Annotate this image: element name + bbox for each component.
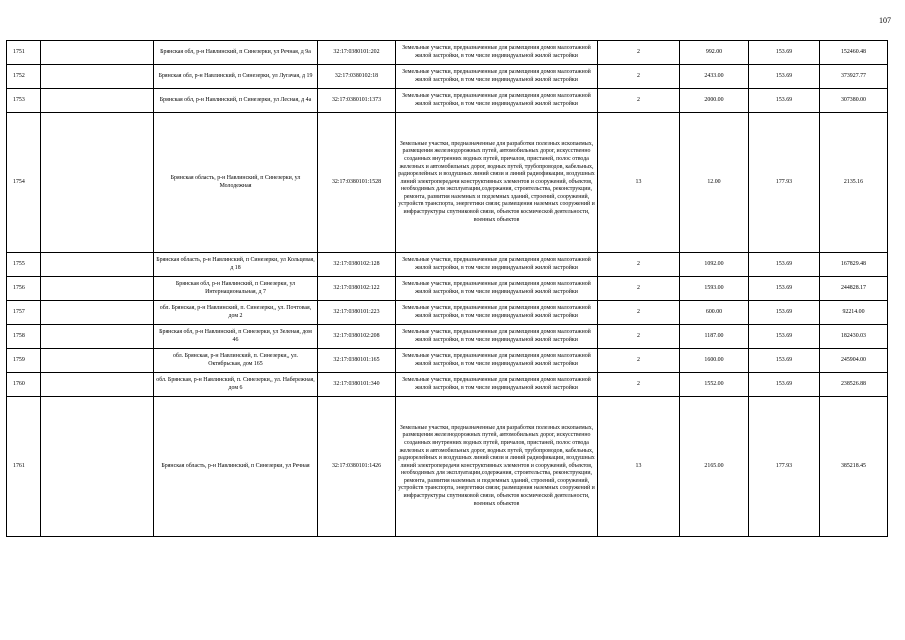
cadastral-number-cell: 32:17:0380102:208 [318,325,396,349]
empty-cell [41,65,154,89]
address-cell: Брянская обл, р-н Навлинский, п Синезерки, ул Лесная, д 4а [154,89,318,113]
land-use-cell: Земельные участки, предназначенные для разработки полезных ископаемых, размещения железнодорожных путей, автомобильных дорог, искусственно созданных внутренних водных путей, причалов, пристаней, полос отвода железных и автомобильных дорог, водных путей, трубопроводов, кабельных, радиорелейных и воздушных линий связи и линий радиофикации, воздушных линий электропередачи конструктивных элементов и сооружений, объектов, необходимых для эксплуатации,содержания, строительства, реконструкции, ремонта, развития наземных и подземных зданий, строений, сооружений, устройств транспорта, энергетики связи; размещения наземных сооружений и инфраструктуры спутниковой связи, объектов космической деятельности, военных объектов [396,397,598,537]
address-cell: обл. Брянская, р-н Навлинский, п. Синезерки,, ул. Октябрьская, дом 165 [154,349,318,373]
empty-cell [41,373,154,397]
area-cell: 600.00 [680,301,749,325]
table-body [7,41,888,537]
land-use-cell: Земельные участки, предназначенные для размещения домов малоэтажной жилой застройки, в том числе индивидуальной жилой застройки [396,41,598,65]
cadastral-value-cell: 385218.45 [820,397,888,537]
use-group-cell: 2 [598,349,680,373]
empty-cell [41,301,154,325]
unit-value-cell: 153.69 [749,253,820,277]
unit-value-cell: 153.69 [749,65,820,89]
address-cell: Брянская обл, р-н Навлинский, п Синезерки, ул Зеленая, дом 46 [154,325,318,349]
empty-cell [41,41,154,65]
unit-value-cell: 153.69 [749,89,820,113]
empty-cell [41,89,154,113]
unit-value-cell: 177.93 [749,397,820,537]
land-use-cell: Земельные участки, предназначенные для размещения домов малоэтажной жилой застройки, в том числе индивидуальной жилой застройки [396,301,598,325]
use-group-cell: 2 [598,253,680,277]
cadastral-value-cell: 2135.16 [820,113,888,253]
row-number: 1755 [7,253,41,277]
row-number: 1752 [7,65,41,89]
address-cell: обл. Брянская, р-н Навлинский, п. Синезерки,, ул. Набережная, дом 6 [154,373,318,397]
address-cell: Брянская область, р-н Навлинский, п Синезерки, ул Кольцевая, д 18 [154,253,318,277]
table-row [7,325,888,349]
cadastral-number-cell: 32:17:0380101:1373 [318,89,396,113]
cadastral-value-cell: 373927.77 [820,65,888,89]
table-row [7,277,888,301]
empty-cell [41,277,154,301]
address-cell: Брянская обл, р-н Навлинский, п Синезерки, ул Интернациональная, д 7 [154,277,318,301]
row-number: 1753 [7,89,41,113]
use-group-cell: 2 [598,65,680,89]
land-use-cell: Земельные участки, предназначенные для размещения домов малоэтажной жилой застройки, в том числе индивидуальной жилой застройки [396,325,598,349]
address-cell: обл. Брянская, р-н Навлинский, п. Синезерки,, ул. Почтовая, дом 2 [154,301,318,325]
use-group-cell: 13 [598,397,680,537]
row-number: 1751 [7,41,41,65]
area-cell: 1552.00 [680,373,749,397]
land-use-cell: Земельные участки, предназначенные для размещения домов малоэтажной жилой застройки, в том числе индивидуальной жилой застройки [396,253,598,277]
land-use-cell: Земельные участки, предназначенные для разработки полезных ископаемых, размещения железнодорожных путей, автомобильных дорог, искусственно созданных внутренних водных путей, причалов, пристаней, полос отвода железных и автомобильных дорог, водных путей, трубопроводов, кабельных, радиорелейных и воздушных линий связи и линий радиофикации, воздушных линий электропередачи конструктивных элементов и сооружений, объектов, необходимых для эксплуатации,содержания, строительства, реконструкции, ремонта, развития наземных и подземных зданий, строений, сооружений, устройств транспорта, энергетики связи; размещения наземных сооружений и инфраструктуры спутниковой связи, объектов космической деятельности, военных объектов [396,113,598,253]
use-group-cell: 2 [598,89,680,113]
area-cell: 1593.00 [680,277,749,301]
cadastral-number-cell: 32:17:0380101:1528 [318,113,396,253]
table-row [7,89,888,113]
cadastral-number-cell: 32:17:0380101:165 [318,349,396,373]
cadastral-value-cell: 152460.48 [820,41,888,65]
unit-value-cell: 153.69 [749,373,820,397]
empty-cell [41,325,154,349]
cadastral-number-cell: 32:17:0380102:18 [318,65,396,89]
use-group-cell: 2 [598,325,680,349]
cadastral-value-cell: 307380.00 [820,89,888,113]
row-number: 1754 [7,113,41,253]
unit-value-cell: 153.69 [749,349,820,373]
unit-value-cell: 153.69 [749,41,820,65]
cadastral-number-cell: 32:17:0380101:223 [318,301,396,325]
cadastral-value-cell: 238526.88 [820,373,888,397]
table-row [7,301,888,325]
address-cell: Брянская область, р-н Навлинский, п Синезерки, ул Речная [154,397,318,537]
area-cell: 2165.00 [680,397,749,537]
row-number: 1759 [7,349,41,373]
row-number: 1757 [7,301,41,325]
row-number: 1758 [7,325,41,349]
cadastral-number-cell: 32:17:0380101:202 [318,41,396,65]
table-row [7,41,888,65]
cadastral-value-cell: 92214.00 [820,301,888,325]
address-cell: Брянская обл, р-н Навлинский, п Синезерки, ул Лугачая, д 19 [154,65,318,89]
cadastral-value-cell: 182430.03 [820,325,888,349]
land-use-cell: Земельные участки, предназначенные для размещения домов малоэтажной жилой застройки, в том числе индивидуальной жилой застройки [396,89,598,113]
table-row [7,397,888,537]
unit-value-cell: 153.69 [749,277,820,301]
use-group-cell: 2 [598,301,680,325]
land-use-cell: Земельные участки, предназначенные для размещения домов малоэтажной жилой застройки, в том числе индивидуальной жилой застройки [396,277,598,301]
unit-value-cell: 153.69 [749,301,820,325]
area-cell: 992.00 [680,41,749,65]
address-cell: Брянская область, р-н Навлинский, п Синезерки, ул Молодежная [154,113,318,253]
land-registry-table [6,40,888,537]
cadastral-number-cell: 32:17:0380101:1426 [318,397,396,537]
page-number: 107 [879,16,891,25]
table-row [7,253,888,277]
unit-value-cell: 153.69 [749,325,820,349]
row-number: 1756 [7,277,41,301]
table-row [7,349,888,373]
use-group-cell: 2 [598,41,680,65]
table-row [7,65,888,89]
use-group-cell: 2 [598,277,680,301]
area-cell: 1092.00 [680,253,749,277]
address-cell: Брянская обл, р-н Навлинский, п Синезерки, ул Речная, д 9а [154,41,318,65]
cadastral-value-cell: 167829.48 [820,253,888,277]
row-number: 1761 [7,397,41,537]
cadastral-value-cell: 245904.00 [820,349,888,373]
empty-cell [41,113,154,253]
area-cell: 2433.00 [680,65,749,89]
use-group-cell: 13 [598,113,680,253]
table-row [7,113,888,253]
area-cell: 1600.00 [680,349,749,373]
use-group-cell: 2 [598,373,680,397]
area-cell: 12.00 [680,113,749,253]
land-use-cell: Земельные участки, предназначенные для размещения домов малоэтажной жилой застройки, в том числе индивидуальной жилой застройки [396,349,598,373]
cadastral-number-cell: 32:17:0380102:122 [318,277,396,301]
land-use-cell: Земельные участки, предназначенные для размещения домов малоэтажной жилой застройки, в том числе индивидуальной жилой застройки [396,65,598,89]
table-row [7,373,888,397]
empty-cell [41,397,154,537]
land-use-cell: Земельные участки, предназначенные для размещения домов малоэтажной жилой застройки, в том числе индивидуальной жилой застройки [396,373,598,397]
row-number: 1760 [7,373,41,397]
area-cell: 1187.00 [680,325,749,349]
unit-value-cell: 177.93 [749,113,820,253]
cadastral-number-cell: 32:17:0380101:340 [318,373,396,397]
cadastral-value-cell: 244828.17 [820,277,888,301]
cadastral-number-cell: 32:17:0380102:128 [318,253,396,277]
empty-cell [41,253,154,277]
area-cell: 2000.00 [680,89,749,113]
empty-cell [41,349,154,373]
